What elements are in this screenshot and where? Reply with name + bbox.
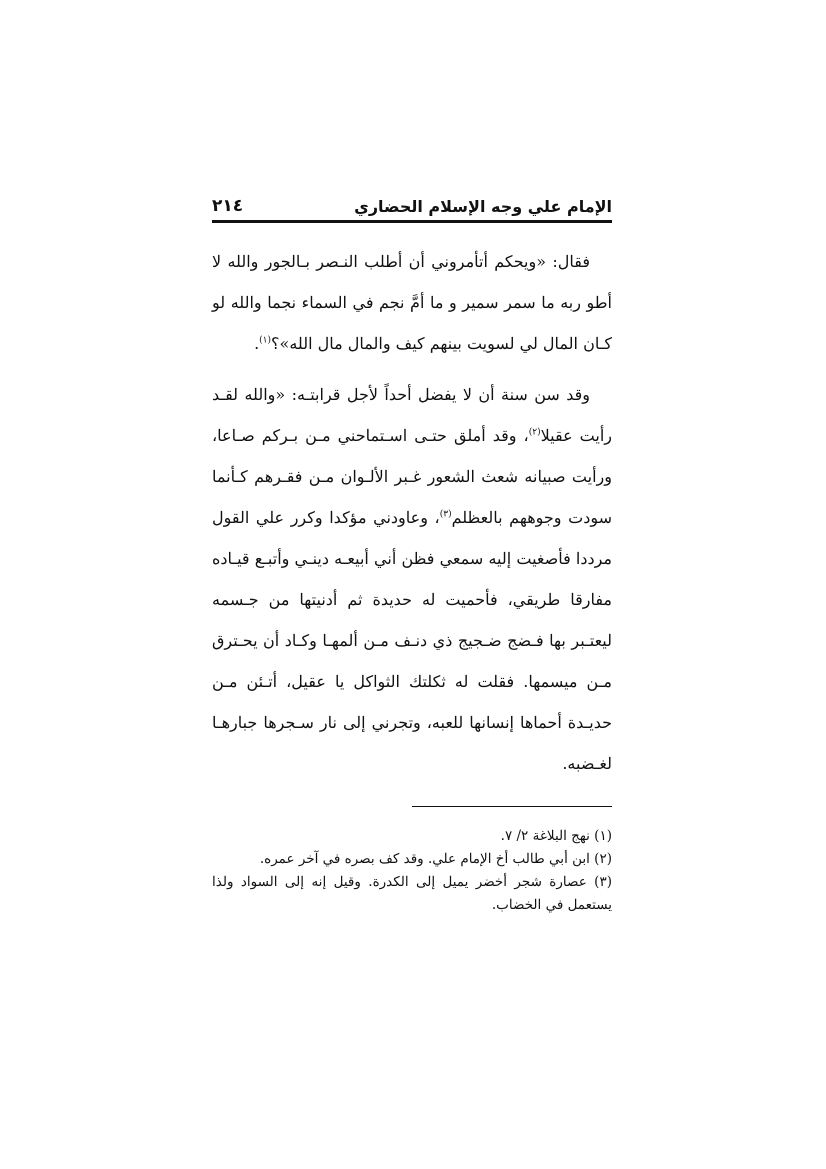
footnote-3: (٣) عصارة شجر أخضر يميل إلى الكدرة. وقيل إنه إلى السواد ولذا يستعمل في الخضاب. — [212, 874, 612, 913]
footnote-ref-3: (٣) — [439, 509, 452, 520]
paragraph-2 — [212, 374, 612, 784]
footnote-ref-2: (٢) — [528, 427, 541, 438]
book-title: الإمام علي وجه الإسلام الحضاري — [354, 197, 612, 216]
footnote-separator — [412, 806, 612, 807]
paragraph-1-end: . — [254, 334, 260, 353]
paragraph-2-text-3: ، وعاودني مؤكدا وكرر علي القول مرددا فأصغيت إليه سمعي فظن أني أبيعـه دينـي وأتبـع قيـاده مفارقا طريقي، فأحميت له حديدة ثم أدنيتها من جـسمه ليعتـبر بها فـضج ضـجيج ذي دنـف مـن ألمهـا وكـاد أن يحـترق مـن ميسمها. فقلت له ثكلتك الثواكل يا عقيل، أتـئن مـن حديـدة أحماها إنسانها للعبه، وتجرني إلى نار سـجرها جبارهـا لغـضبه. — [212, 508, 612, 773]
page-number: ٢١٤ — [212, 196, 244, 216]
paragraph-1-text: فقال: «ويحكم أتأمروني أن أطلب النـصر بـالجور والله لا أطو ربه ما سمر سمير و ما أمَّ نجم في السماء نجما والله لو كـان المال لي لسويت بينهم كيف والمال مال الله»؟ — [212, 252, 612, 353]
footnotes — [212, 825, 612, 917]
book-page — [212, 180, 612, 917]
footnote-1: (١) نهج البلاغة ٢/ ٧. — [500, 828, 612, 844]
paragraph-1 — [212, 241, 612, 364]
paragraph-2-text-2: ، وقد أملق حتـى اسـتماحني مـن بـركم صـاعا، ورأيت صبيانه شعث الشعور غـبر الألـوان مـن فقـرهم كـأنما سودت وجوههم بالعظلم — [212, 426, 612, 527]
running-header — [212, 180, 612, 223]
main-text — [212, 241, 612, 784]
footnote-2: (٢) ابن أبي طالب أخ الإمام علي. وقد كف بصره في آخر عمره. — [259, 851, 612, 867]
paragraph-2-text-1: وقد سن سنة أن لا يفضل أحداً لأجل قرابتـه: «والله لقـد رأيت عقيلا — [212, 385, 613, 445]
footnote-ref-1: (١) — [259, 335, 272, 346]
